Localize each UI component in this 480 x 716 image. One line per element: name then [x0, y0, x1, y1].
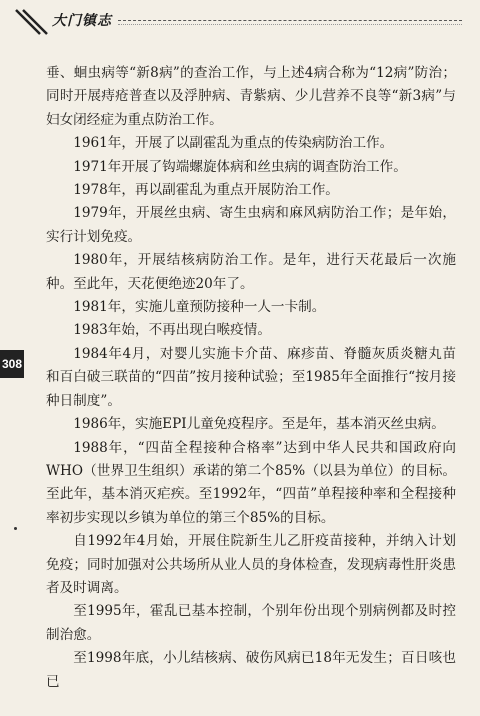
- paragraph: 1983年始，不再出现白喉疫情。: [73, 322, 271, 339]
- paragraph: 1971年开展了钩端螺旋体病和丝虫病的调查防治工作。: [73, 158, 407, 175]
- paragraph: 1980年，开展结核病防治工作。是年，进行天花最后一次施种。至此年，天花便绝迹20年了。: [46, 252, 456, 292]
- running-header: [0, 0, 480, 46]
- paragraph: 至1995年，霍乱已基本控制，个别年份出现个别病例都及时控制治愈。: [46, 603, 456, 643]
- paragraph: 1981年，实施儿童预防接种一人一卡制。: [73, 299, 326, 316]
- header-rule-secondary: [118, 24, 462, 25]
- page-number: 308: [0, 350, 24, 378]
- header-slash-ornament-icon: [14, 8, 50, 36]
- paragraph: 至1998年底，小儿结核病、破伤风病已18年无发生；百日咳也已: [46, 650, 456, 690]
- paragraph: 1984年4月，对婴儿实施卡介苗、麻疹苗、脊髓灰质炎糖丸苗和百白破三联苗的“四苗”按月接种试验；至1985年全面推行“按月接种日制度”。: [46, 345, 456, 409]
- paragraph: 1961年，开展了以副霍乱为重点的传染病防治工作。: [73, 135, 394, 152]
- paragraph: 垂、蛔虫病等“新8病”的查治工作，与上述4病合称为“12病”防治；同时开展痔疮普查以及浮肿病、青紫病、少儿营养不良等“新3病”与妇女闭经症为重点防治工作。: [46, 65, 456, 128]
- margin-mark: [14, 527, 17, 530]
- paragraph: 1978年，再以副霍乱为重点开展防治工作。: [73, 182, 339, 199]
- body-text: [46, 62, 456, 694]
- paragraph: 1988年，“四苗全程接种合格率”达到中华人民共和国政府向WHO（世界卫生组织）承诺的第二个85%（以县为单位）的目标。至此年，基本消灭疟疾。至1992年，“四苗”单程接种率和全程接种率初步实现以乡镇为单位的第三个85%的目标。: [46, 439, 456, 526]
- paragraph: 1979年，开展丝虫病、寄生虫病和麻风病防治工作；是年始，实行计划免疫。: [46, 205, 456, 245]
- header-title: 大门镇志: [52, 13, 112, 29]
- paragraph: 1986年，实施EPI儿童免疫程序。至是年，基本消灭丝虫病。: [73, 416, 445, 433]
- paragraph: 自1992年4月始，开展住院新生儿乙肝疫苗接种，并纳入计划免疫；同时加强对公共场所从业人员的身体检查，发现病毒性肝炎患者及时调离。: [46, 533, 456, 596]
- header-rule: [118, 20, 462, 21]
